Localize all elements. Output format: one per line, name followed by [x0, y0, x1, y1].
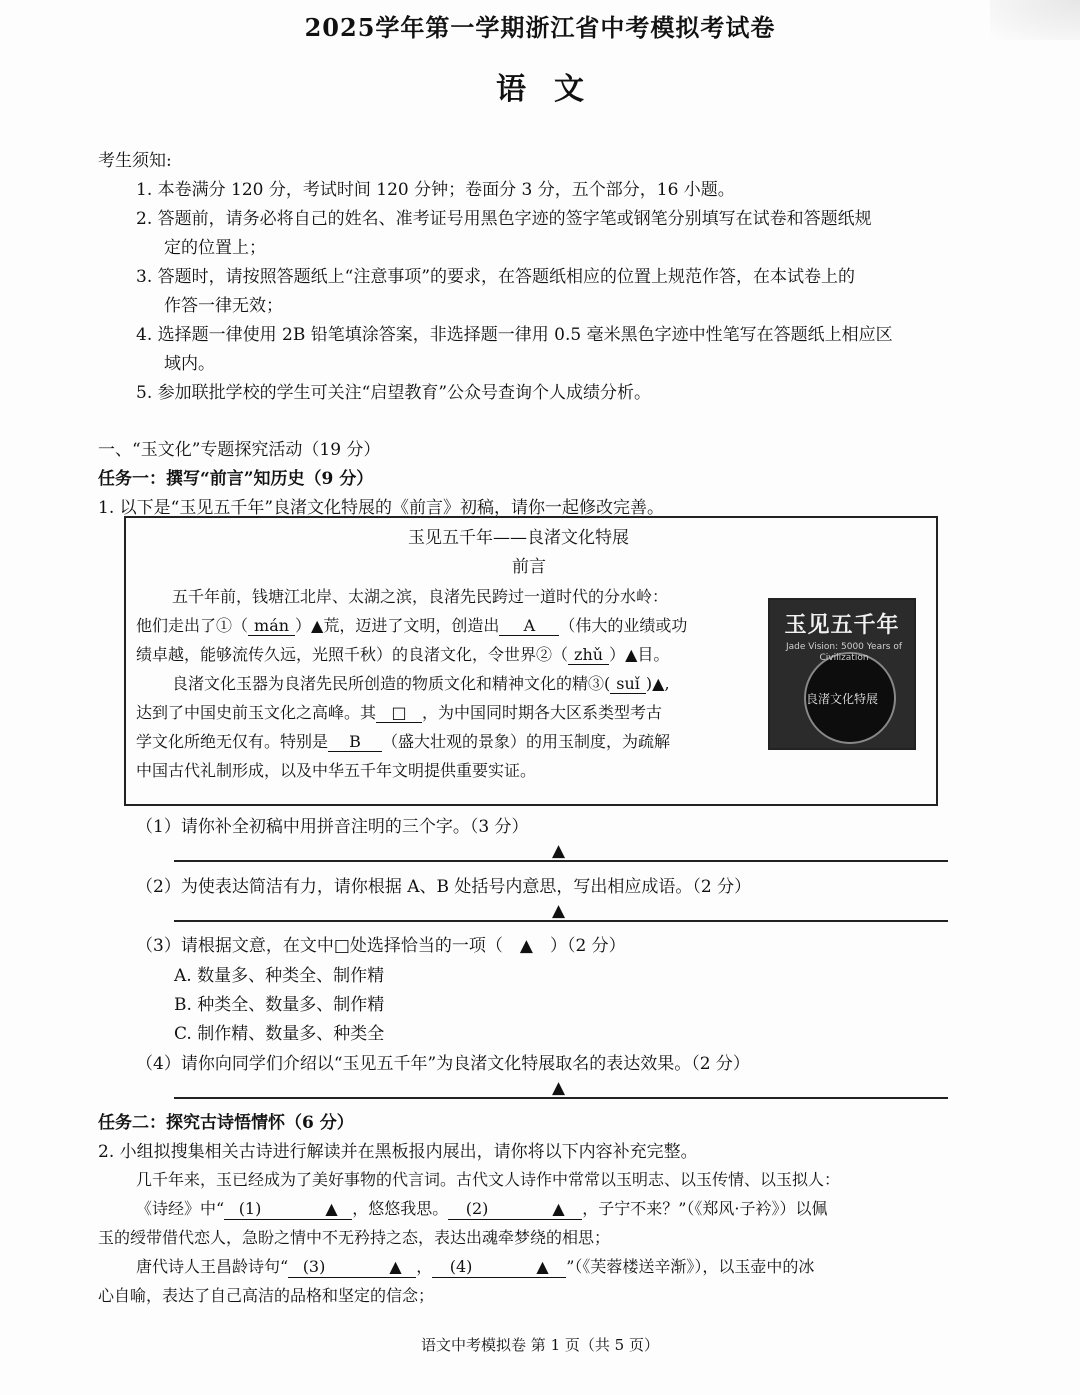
exhibition-poster-image: [768, 598, 916, 750]
task2-para-5: 心自喻，表达了自己高洁的品格和坚定的信念；: [98, 1286, 435, 1305]
notice-item-2: 2. 答题前，请务必将自己的姓名、准考证号用黑色字迹的签字笔或钢笔分别填写在试卷和答题纸规: [136, 209, 872, 229]
answer-marker-1: ▲: [552, 841, 566, 861]
blank-a: A: [499, 616, 559, 636]
pinyin-sui: suǐ: [610, 674, 646, 694]
preface-line-3: 绩卓越，能够流传久远，光照千秋）的良渚文化，令世界②（ zhǔ ）▲目。: [136, 645, 670, 664]
task2-para-1: 几千年来，玉已经成为了美好事物的代言词。古代文人诗作中常常以玉明志、以玉传情、以玉拟人：: [136, 1170, 841, 1189]
answer-line-1[interactable]: [174, 860, 948, 862]
poem-blank-1[interactable]: (1) ▲: [224, 1196, 352, 1220]
preface-line-1: 五千年前，钱塘江北岸、太湖之滨，良渚先民跨过一道时代的分水岭：: [172, 587, 669, 606]
task-1-heading: 任务一：撰写“前言”知历史（9 分）: [98, 469, 374, 489]
notice-heading: 考生须知:: [98, 151, 172, 171]
poster-title: 玉见五千年: [784, 613, 900, 638]
preface-line-5: 达到了中国史前玉文化之高峰。其 □ ，为中国同时期各大区系类型考古: [136, 703, 663, 722]
task2-para-3: 玉的绶带借代恋人，急盼之情中不无矜持之态，表达出魂牵梦绕的相思；: [98, 1228, 611, 1247]
notice-item-5: 5. 参加联批学校的学生可关注“启望教育”公众号查询个人成绩分析。: [136, 383, 652, 403]
task2-para-4: 唐代诗人王昌龄诗句“ (3) ▲ ， (4) ▲ ”（《芙蓉楼送辛渐》），以玉壶中的冰: [136, 1254, 814, 1278]
notice-item-4: 4. 选择题一律使用 2B 铅笔填涂答案，非选择题一律用 0.5 毫米黑色字迹中性笔写在答题纸上相应区: [136, 325, 893, 345]
question-2-stem: 2. 小组拟搜集相关古诗进行解读并在黑板报内展出，请你将以下内容补充完整。: [98, 1142, 698, 1162]
poem-blank-3[interactable]: (3) ▲: [288, 1254, 416, 1278]
q1-part-3: （3）请根据文意，在文中□处选择恰当的一项（ ▲ ）（2 分）: [136, 936, 626, 956]
preface-title: 玉见五千年——良渚文化特展: [408, 528, 629, 548]
preface-subtitle: 前言: [512, 557, 546, 577]
option-a[interactable]: A. 数量多、种类全、制作精: [174, 966, 385, 986]
answer-marker-2: ▲: [552, 901, 566, 921]
section-1-heading: 一、“玉文化”专题探究活动（19 分）: [98, 440, 381, 460]
notice-item-3-cont: 作答一律无效；: [164, 296, 283, 316]
poster-subtitle: 良渚文化特展: [805, 692, 878, 706]
exam-title: 2025学年第一学期浙江省中考模拟考试卷: [304, 13, 776, 42]
blank-box: □: [376, 703, 422, 723]
option-b[interactable]: B. 种类全、数量多、制作精: [174, 995, 385, 1015]
notice-item-3: 3. 答题时，请按照答题纸上“注意事项”的要求，在答题纸相应的位置上规范作答，在本试卷上的: [136, 267, 856, 287]
notice-item-4-cont: 域内。: [164, 354, 215, 374]
blank-b: B: [328, 732, 382, 752]
poster-english: Jade Vision: 5000 Years of Civilization: [785, 642, 903, 663]
q1-part-1: （1）请你补全初稿中用拼音注明的三个字。（3 分）: [136, 817, 529, 837]
preface-line-7: 中国古代礼制形成，以及中华五千年文明提供重要实证。: [136, 761, 537, 780]
pinyin-man: mán: [248, 616, 295, 636]
page-footer: 语文中考模拟卷 第 1 页（共 5 页）: [421, 1336, 659, 1354]
subject-title: 语文: [496, 72, 612, 107]
q1-part-4: （4）请你向同学们介绍以“玉见五千年”为良渚文化特展取名的表达效果。（2 分）: [136, 1054, 750, 1074]
question-1-stem: 1. 以下是“玉见五千年”良渚文化特展的《前言》初稿，请你一起修改完善。: [98, 498, 665, 518]
preface-line-6: 学文化所绝无仅有。特别是 B （盛大壮观的景象）的用玉制度，为疏解: [136, 732, 671, 751]
option-c[interactable]: C. 制作精、数量多、种类全: [174, 1024, 385, 1044]
poem-blank-4[interactable]: (4) ▲: [432, 1254, 566, 1278]
preface-line-2: 他们走出了①（ mán ）▲荒，迈进了文明，创造出 A （伟大的业绩或功: [136, 616, 688, 635]
preface-line-4: 良渚文化玉器为良渚先民所创造的物质文化和精神文化的精③( suǐ )▲,: [172, 674, 670, 693]
q1-part-2: （2）为使表达简洁有力，请你根据 A、B 处括号内意思，写出相应成语。（2 分）: [136, 877, 752, 897]
answer-marker-4: ▲: [552, 1078, 566, 1098]
task-2-heading: 任务二：探究古诗悟情怀（6 分）: [98, 1113, 354, 1133]
answer-line-2[interactable]: [174, 920, 948, 922]
poem-blank-2[interactable]: (2) ▲: [448, 1196, 582, 1220]
notice-item-2-cont: 定的位置上；: [164, 238, 266, 258]
pinyin-zhu: zhǔ: [568, 645, 609, 665]
notice-item-1: 1. 本卷满分 120 分，考试时间 120 分钟；卷面分 3 分，五个部分，16 小题。: [136, 180, 735, 200]
answer-line-4[interactable]: [174, 1097, 948, 1099]
task2-para-2: 《诗经》中“ (1) ▲ ，悠悠我思。 (2) ▲ ，子宁不来？”（《郑风·子衿》）以佩: [136, 1196, 827, 1220]
